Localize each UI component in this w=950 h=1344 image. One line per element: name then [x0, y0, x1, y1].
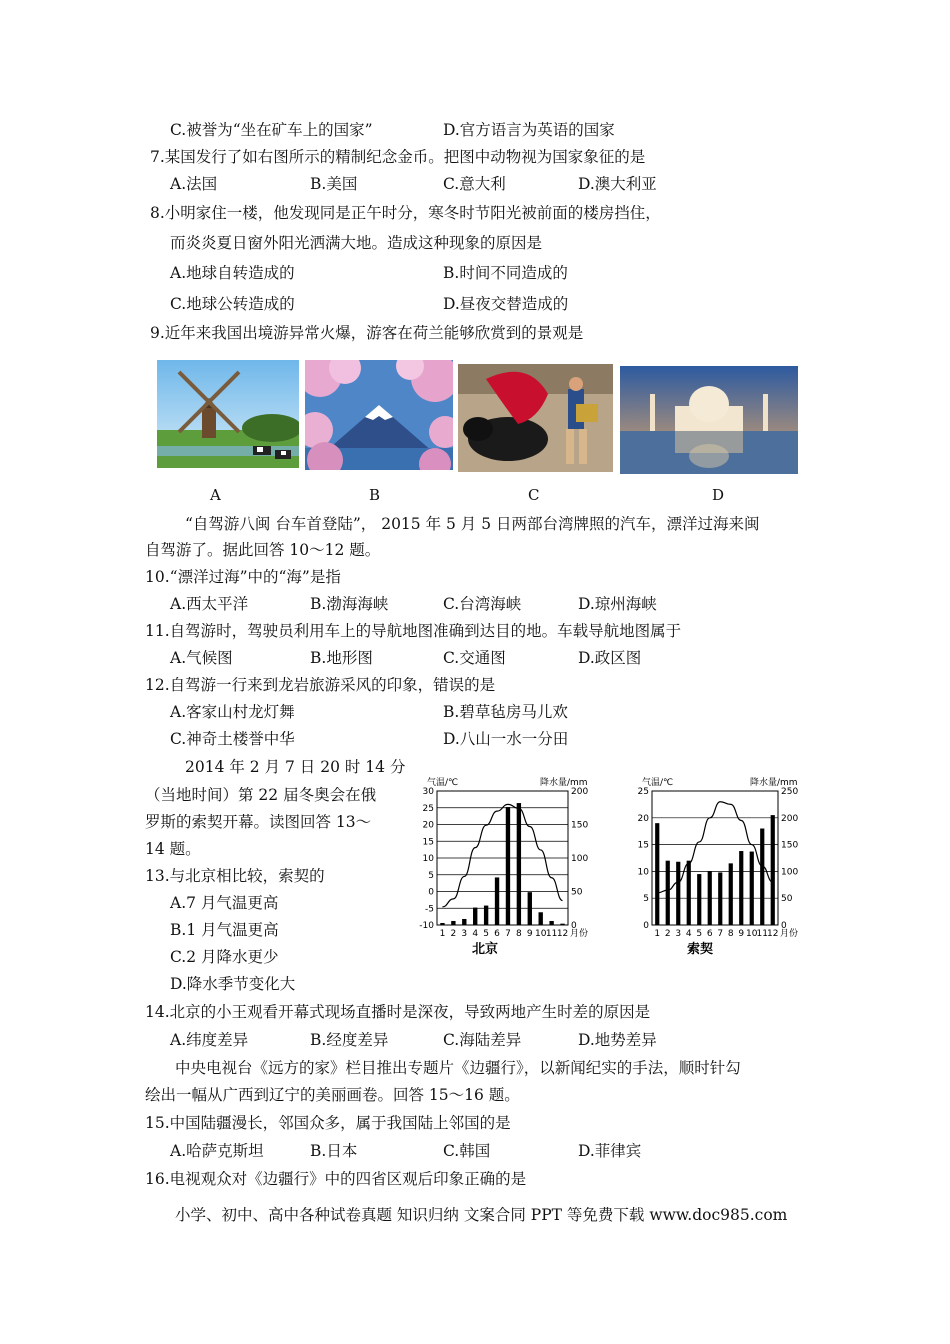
beijing-month-tick: 12	[556, 929, 569, 939]
sochi-precip-tick: 200	[781, 813, 799, 824]
beijing-month-tick: 1	[439, 929, 446, 939]
q11-option-b: B.地形图	[310, 649, 373, 667]
sochi-month-tick: 12	[767, 929, 779, 939]
q12-option-d: D.八山一水一分田	[443, 730, 569, 748]
beijing-title: 北京	[471, 942, 499, 957]
sochi-month-tick: 11	[756, 929, 768, 939]
question-16: 16.电视观众对《边疆行》中的四省区观后印象正确的是	[145, 1170, 527, 1188]
sochi-month-tick: 5	[696, 929, 703, 939]
beijing-precip-bar	[495, 877, 499, 925]
passage-15-16-cont: 绘出一幅从广西到辽宁的美丽画卷。回答 15～16 题。	[145, 1086, 520, 1104]
image-label-c: C	[528, 486, 540, 504]
beijing-temp-tick: 5	[428, 870, 434, 881]
sochi-temp-axis-label: 气温/℃	[642, 778, 674, 788]
beijing-precip-bar	[462, 919, 466, 925]
beijing-month-tick: 9	[526, 929, 533, 939]
question-8: 8.小明家住一楼，他发现同是正午时分，寒冬时节阳光被前面的楼房挡住，	[150, 204, 661, 222]
q13-option-c: C.2 月降水更少	[170, 948, 279, 966]
beijing-month-unit: 月份	[570, 929, 589, 939]
sochi-precip-bar	[708, 871, 712, 925]
q6-option-c: C.被誉为“坐在矿车上的国家”	[170, 121, 373, 139]
sochi-month-tick: 8	[727, 929, 734, 939]
sochi-month-unit: 月份	[780, 929, 799, 939]
beijing-precip-bar	[549, 921, 553, 925]
beijing-precip-bar	[473, 908, 477, 925]
sochi-month-tick: 6	[706, 929, 713, 939]
beijing-month-tick: 3	[461, 929, 468, 939]
q7-option-b: B.美国	[310, 175, 358, 193]
passage-13-14-line4: 14 题。	[145, 840, 201, 858]
question-11: 11.自驾游时，驾驶员利用车上的导航地图准确到达目的地。车载导航地图属于	[145, 622, 682, 640]
sochi-precip-tick: 50	[781, 894, 793, 905]
q8-option-b: B.时间不同造成的	[443, 264, 568, 282]
beijing-temp-tick: 25	[422, 803, 434, 814]
beijing-month-tick: 10	[534, 929, 547, 939]
sochi-precip-bar	[739, 851, 743, 925]
sochi-temp-line	[657, 802, 773, 893]
question-14: 14.北京的小王观看开幕式现场直播时是深夜，导致两地产生时差的原因是	[145, 1003, 651, 1021]
sochi-precip-bar	[718, 872, 722, 925]
beijing-month-tick: 8	[516, 929, 522, 939]
question-15: 15.中国陆疆漫长，邻国众多，属于我国陆上邻国的是	[145, 1114, 511, 1132]
image-label-d: D	[712, 486, 725, 504]
sochi-temp-tick: 25	[637, 787, 649, 797]
sochi-temp-tick: 10	[637, 867, 649, 878]
sochi-temp-tick: 20	[637, 813, 649, 824]
question-10: 10.“漂洋过海”中的“海”是指	[145, 568, 341, 586]
beijing-precip-bar	[517, 803, 521, 925]
beijing-precip-bar	[539, 912, 543, 925]
beijing-temp-tick: -10	[419, 921, 434, 931]
q11-option-c: C.交通图	[443, 649, 506, 667]
q12-option-a: A.客家山村龙灯舞	[170, 703, 295, 721]
q8-option-c: C.地球公转造成的	[170, 295, 295, 313]
sochi-precip-tick: 0	[781, 921, 787, 931]
sochi-precip-bar	[676, 862, 680, 925]
q10-option-d: D.琼州海峡	[578, 595, 657, 613]
sochi-precip-bar	[666, 861, 670, 925]
passage-13-14-line3: 罗斯的索契开幕。读图回答 13～	[145, 813, 372, 831]
beijing-precip-axis-label: 降水量/mm	[540, 778, 588, 788]
passage-10-12-cont: 自驾游了。据此回答 10～12 题。	[145, 541, 381, 559]
q7-option-d: D.澳大利亚	[578, 175, 657, 193]
q12-option-c: C.神奇土楼誉中华	[170, 730, 295, 748]
beijing-temp-tick: 10	[422, 854, 434, 864]
sochi-month-tick: 10	[746, 929, 758, 939]
image-label-b: B	[369, 486, 381, 504]
q6-option-d: D.官方语言为英语的国家	[443, 121, 615, 139]
sochi-month-tick: 1	[654, 929, 661, 939]
beijing-month-tick: 11	[545, 929, 558, 939]
q8-option-a: A.地球自转造成的	[170, 264, 295, 282]
sochi-temp-tick: 5	[643, 894, 649, 905]
q11-option-d: D.政区图	[578, 649, 642, 667]
mount-fuji-photo	[305, 360, 453, 470]
sochi-precip-bar	[697, 874, 701, 925]
sochi-month-tick: 4	[685, 929, 692, 939]
sochi-month-tick: 7	[717, 929, 724, 939]
question-13: 13.与北京相比较，索契的	[145, 867, 325, 885]
q13-option-a: A.7 月气温更高	[170, 894, 279, 912]
footer-text: 小学、初中、高中各种试卷真题 知识归纳 文案合同 PPT 等免费下载 www.doc985.com	[175, 1206, 788, 1224]
q10-option-b: B.渤海海峡	[310, 595, 389, 613]
sochi-precip-tick: 150	[781, 840, 799, 851]
question-12: 12.自驾游一行来到龙岩旅游采风的印象，错误的是	[145, 676, 496, 694]
q15-option-a: A.哈萨克斯坦	[170, 1142, 264, 1160]
beijing-temp-tick: 20	[422, 820, 434, 831]
beijing-temp-tick: 30	[422, 787, 434, 797]
q8-option-d: D.昼夜交替造成的	[443, 295, 569, 313]
beijing-precip-bar	[484, 906, 488, 925]
sochi-precip-bar	[655, 823, 659, 925]
beijing-precip-tick: 0	[571, 921, 577, 931]
beijing-precip-tick: 150	[571, 820, 589, 831]
passage-15-16: 中央电视台《远方的家》栏目推出专题片《边疆行》，以新闻纪实的手法，顺时针勾	[175, 1059, 741, 1077]
image-label-a: A	[210, 486, 221, 504]
beijing-precip-bar	[440, 923, 444, 925]
question-7: 7.某国发行了如右图所示的精制纪念金币。把图中动物视为国家象征的是	[150, 148, 646, 166]
sochi-temp-tick: 0	[643, 921, 649, 931]
sochi-precip-bar	[729, 863, 733, 925]
q15-option-d: D.菲律宾	[578, 1142, 642, 1160]
beijing-precip-bar	[506, 807, 510, 925]
beijing-precip-tick: 200	[571, 787, 589, 797]
sochi-climate-chart	[630, 775, 810, 965]
q10-option-a: A.西太平洋	[170, 595, 249, 613]
passage-10-12: “自驾游八闽 台车首登陆”， 2015 年 5 月 5 日两部台湾牌照的汽车，漂洋过海来闽	[185, 515, 760, 533]
sochi-temp-tick: 15	[637, 840, 649, 851]
q11-option-a: A.气候图	[170, 649, 233, 667]
passage-13-14: 2014 年 2 月 7 日 20 时 14 分	[185, 758, 406, 776]
beijing-temp-tick: 15	[422, 837, 434, 848]
sochi-precip-bar	[760, 829, 764, 925]
beijing-temp-tick: -5	[425, 904, 434, 915]
q7-option-a: A.法国	[170, 175, 218, 193]
q14-option-b: B.经度差异	[310, 1031, 389, 1049]
q12-option-b: B.碧草毡房马儿欢	[443, 703, 568, 721]
bullfight-photo	[458, 364, 613, 472]
q13-option-d: D.降水季节变化大	[170, 975, 296, 993]
passage-13-14-line2: （当地时间）第 22 届冬奥会在俄	[145, 786, 377, 804]
beijing-precip-tick: 100	[571, 854, 589, 864]
beijing-temp-tick: 0	[428, 887, 434, 898]
beijing-month-tick: 4	[472, 929, 479, 939]
beijing-month-tick: 5	[483, 929, 489, 939]
beijing-month-tick: 6	[494, 929, 500, 939]
q14-option-a: A.纬度差异	[170, 1031, 249, 1049]
beijing-month-tick: 7	[505, 929, 511, 939]
sochi-month-tick: 9	[738, 929, 745, 939]
beijing-climate-chart	[415, 775, 600, 965]
sochi-month-tick: 2	[664, 929, 671, 939]
beijing-precip-bar	[451, 921, 455, 925]
sochi-precip-bar	[771, 815, 775, 925]
beijing-precip-tick: 50	[571, 887, 583, 898]
sochi-title: 索契	[686, 942, 714, 957]
beijing-precip-bar	[560, 924, 564, 925]
q10-option-c: C.台湾海峡	[443, 595, 522, 613]
sochi-precip-bar	[750, 852, 754, 925]
q15-option-b: B.日本	[310, 1142, 358, 1160]
q15-option-c: C.韩国	[443, 1142, 491, 1160]
beijing-temp-axis-label: 气温/℃	[427, 778, 459, 788]
q14-option-d: D.地势差异	[578, 1031, 657, 1049]
beijing-precip-bar	[528, 892, 532, 925]
sochi-precip-tick: 250	[781, 787, 799, 797]
q14-option-c: C.海陆差异	[443, 1031, 522, 1049]
question-8-cont: 而炎炎夏日窗外阳光洒满大地。造成这种现象的原因是	[170, 234, 543, 252]
q13-option-b: B.1 月气温更高	[170, 921, 279, 939]
sochi-precip-bar	[687, 861, 691, 925]
beijing-month-tick: 2	[450, 929, 457, 939]
taj-mahal-photo	[620, 366, 798, 474]
q7-option-c: C.意大利	[443, 175, 506, 193]
sochi-precip-tick: 100	[781, 867, 799, 878]
sochi-precip-axis-label: 降水量/mm	[750, 778, 798, 788]
windmill-photo	[157, 360, 299, 468]
sochi-month-tick: 3	[675, 929, 682, 939]
question-9: 9.近年来我国出境游异常火爆，游客在荷兰能够欣赏到的景观是	[150, 324, 584, 342]
